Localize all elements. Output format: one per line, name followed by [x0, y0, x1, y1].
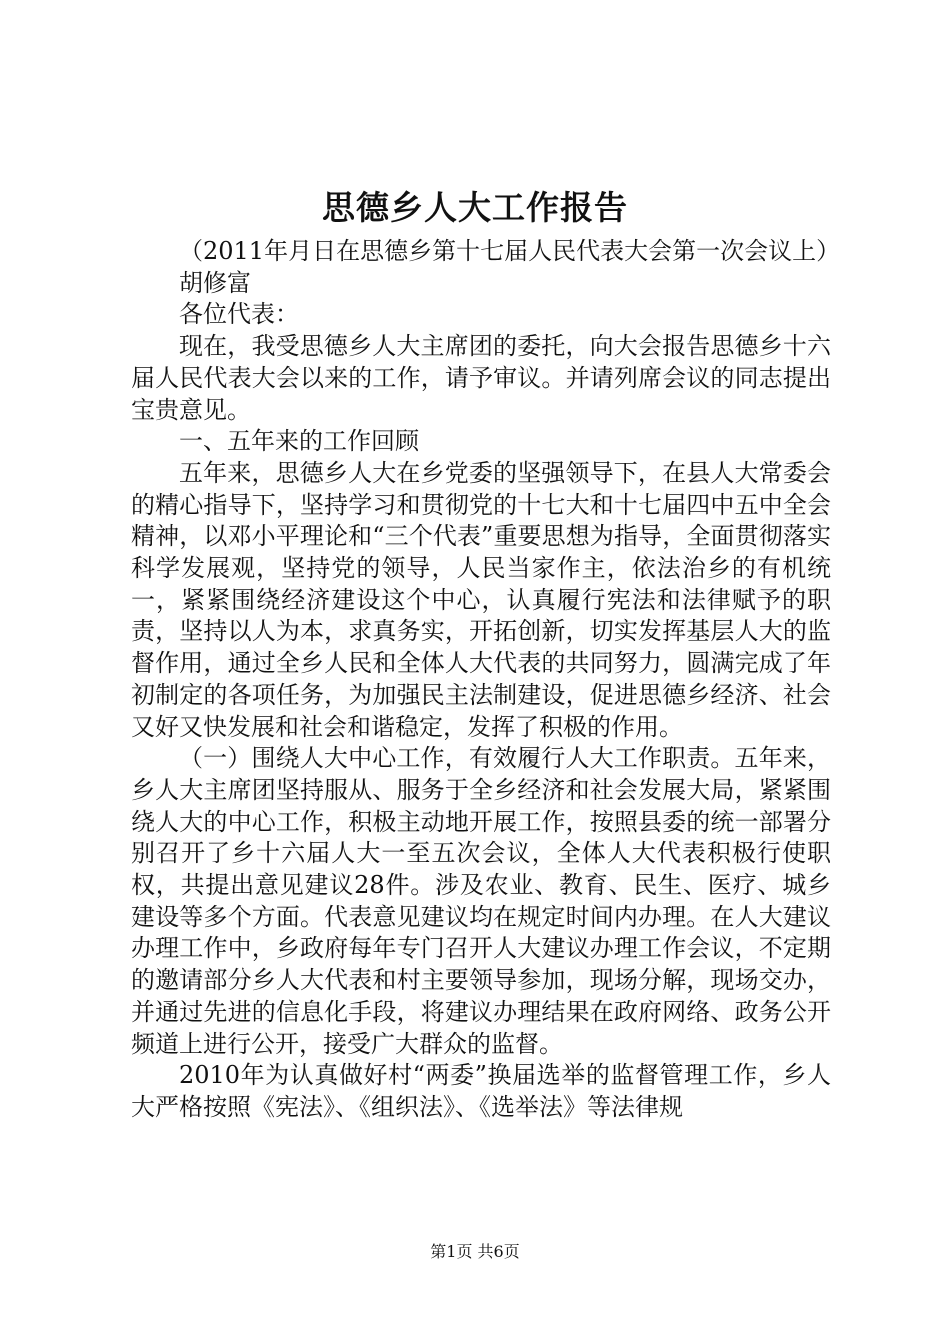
section-heading: 一、五年来的工作回顾 [179, 427, 419, 456]
author-name: 胡修富 [179, 268, 251, 297]
document-body [131, 236, 841, 1124]
body-paragraph: （一）围绕人大中心工作，有效履行人大工作职责。五年来，乡人大主席团坚持服从、服务于全乡经济和社会发展大局，紧紧围绕人大的中心工作，积极主动地开展工作，按照县委的统一部署分别召开了乡十六届人大一至五次会议，全体人大代表积极行使职权，共提出意见建议28件。涉及农业、教育、民生、医疗、城乡建设等多个方面。代表意见建议均在规定时间内办理。在人大建议办理工作中，乡政府每年专门召开人大建议办理工作会议，不定期的邀请部分乡人大代表和村主要领导参加，现场分解，现场交办，并通过先进的信息化手段，将建议办理结果在政府网络、政务公开频道上进行公开，接受广大群众的监督。 [131, 744, 831, 1058]
page-footer: 第1页 共6页 [430, 1242, 520, 1261]
body-paragraph: 五年来，思德乡人大在乡党委的坚强领导下，在县人大常委会的精心指导下，坚持学习和贯彻党的十七大和十七届四中五中全会精神，以邓小平理论和“三个代表”重要思想为指导，全面贯彻落实科学发展观，坚持党的领导，人民当家作主，依法治乡的有机统一，紧紧围绕经济建设这个中心，认真履行宪法和法律赋予的职责，坚持以人为本，求真务实，开拓创新，切实发挥基层人大的监督作用，通过全乡人民和全体人大代表的共同努力，圆满完成了年初制定的各项任务，为加强民主法制建设，促进思德乡经济、社会又好又快发展和社会和谐稳定，发挥了积极的作用。 [131, 458, 831, 741]
salutation: 各位代表： [179, 300, 299, 329]
meeting-note: （2011年月日在思德乡第十七届人民代表大会第一次会议上） [179, 237, 841, 265]
document-title: 思德乡人大工作报告 [322, 188, 628, 227]
body-paragraph: 现在，我受思德乡人大主席团的委托，向大会报告思德乡十六届人民代表大会以来的工作，请予审议。并请列席会议的同志提出宝贵意见。 [131, 332, 831, 424]
body-paragraph: 2010年为认真做好村“两委”换届选举的监督管理工作，乡人大严格按照《宪法》、《组织法》、《选举法》等法律规 [131, 1061, 831, 1121]
